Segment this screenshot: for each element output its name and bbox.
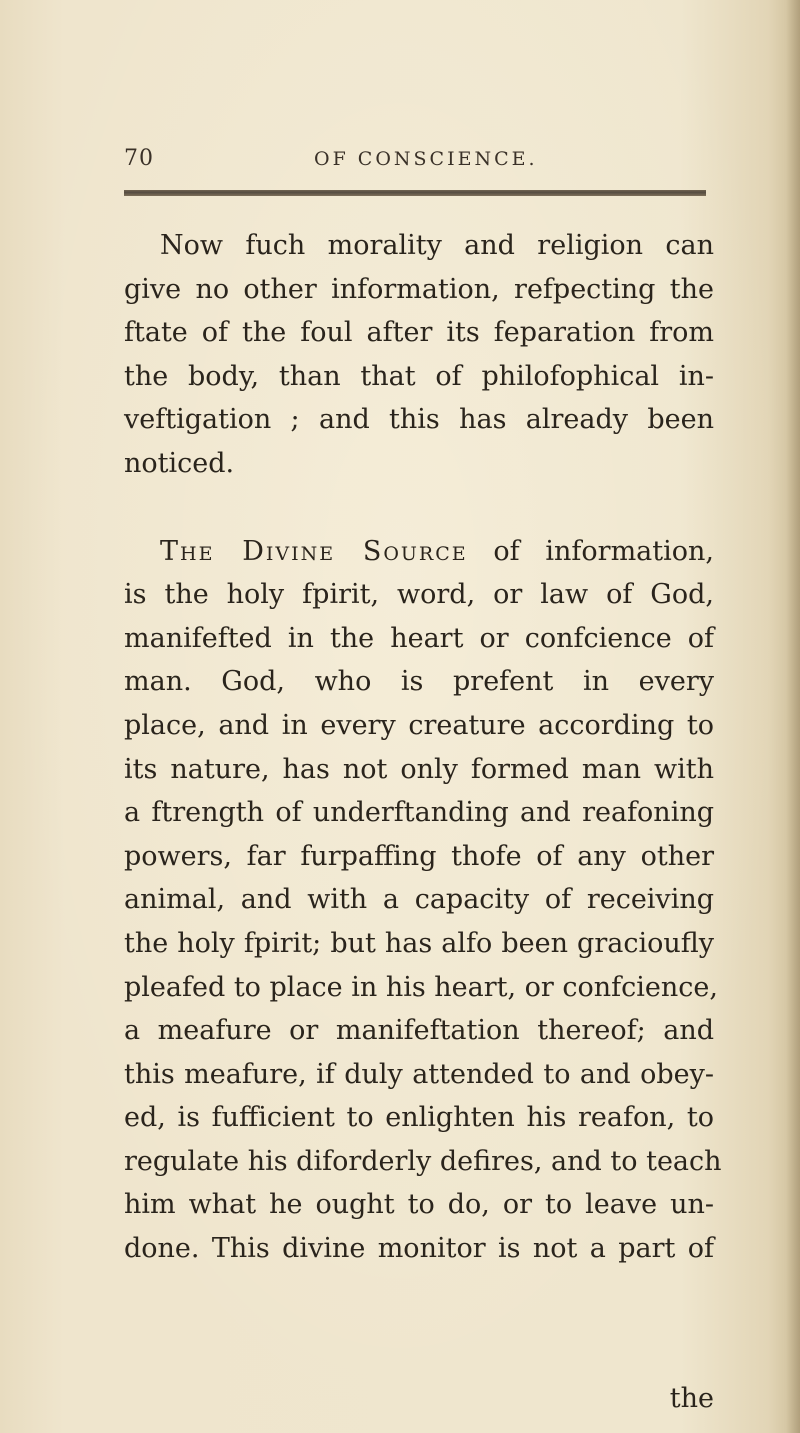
text-line: the holy fpirit; but has alfo been gracioufly [124, 927, 714, 959]
text-line: manifefted in the heart or confcience of [124, 622, 714, 654]
text-line: give no other information, refpecting the [124, 273, 714, 305]
section-lead-small-caps: The Divine Source [160, 535, 468, 567]
text-line: animal, and with a capacity of receiving [124, 884, 714, 916]
text-line: this meafure, if duly attended to and obey- [124, 1058, 714, 1090]
text-line: man. God, who is prefent in every [124, 666, 714, 698]
paragraph-gap [124, 486, 714, 530]
paragraph-1 [124, 224, 714, 486]
text-line: ed, is fufficient to enlighten his reafon, to [124, 1102, 714, 1134]
page-edge-shadow [786, 0, 800, 1433]
text-line: a ftrength of underftanding and reafoning [124, 797, 714, 829]
paragraph-2 [124, 530, 722, 1271]
running-title: OF CONSCIENCE. [314, 148, 538, 170]
text-line: ftate of the foul after its feparation from [124, 317, 714, 349]
text-line: pleafed to place in his heart, or confcience, [124, 971, 718, 1003]
text-line: noticed. [124, 447, 235, 479]
text-line: its nature, has not only formed man with [124, 753, 714, 785]
text-line: the body, than that of philofophical in- [124, 360, 714, 392]
text-line: is the holy fpirit, word, or law of God, [124, 579, 714, 611]
text-line-first [124, 530, 714, 574]
text-line: a meafure or manifeftation thereof; and [124, 1015, 714, 1047]
text-line: Now fuch morality and religion can [160, 230, 714, 261]
header-rule [124, 190, 706, 196]
page-number: 70 [124, 146, 154, 171]
catchword: the [669, 1383, 714, 1414]
text-line: place, and in every creature according to [124, 709, 714, 741]
text-line: regulate his diforderly defires, and to teach [124, 1145, 722, 1177]
text-line: him what he ought to do, or to leave un- [124, 1189, 714, 1221]
text-line: powers, far furpaffing thofe of any other [124, 840, 714, 872]
running-head [124, 146, 714, 176]
body-text [124, 224, 722, 1414]
text-line: veftigation ; and this has already been [124, 404, 714, 436]
text-fragment: of information, [467, 535, 714, 567]
text-line: done. This divine monitor is not a part of [124, 1233, 714, 1265]
